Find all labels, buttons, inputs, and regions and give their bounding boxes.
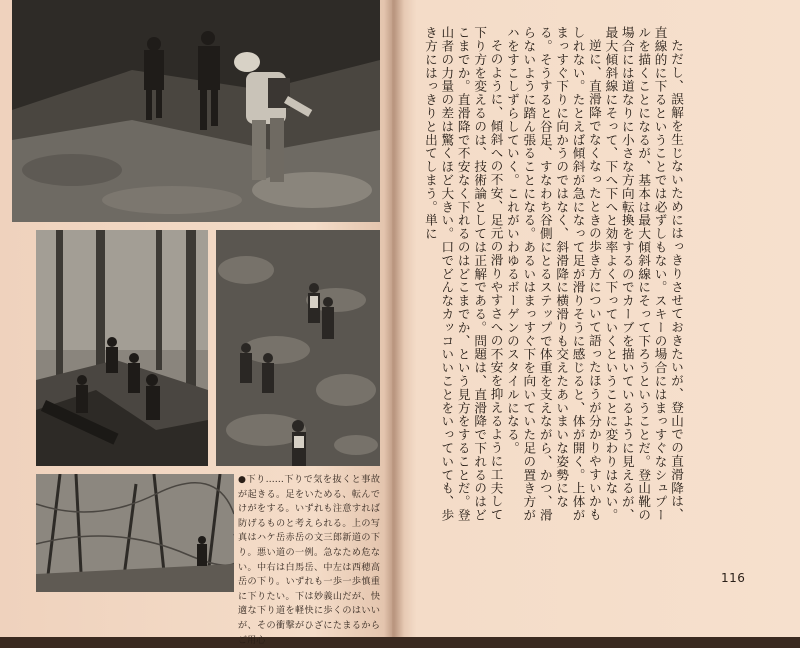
body-paragraph: ただし、誤解を生じないためにはっきりさせておきたいが、登山での直滑降は、直線的に下るということでは必ずしもない。スキーの場合にはまっすぐなシュプールを描くことになるが、基本は最大傾斜線にそって下ろうということだ。登山靴の場合には道なりに小さな方向転換をするのでカーブを描いているように見えるが、最大傾斜線にそって、下へ下へと効率よく下っていくということに変わりはない。 [603, 26, 684, 522]
photo-caption: ●下り……下りで気を抜くと事故が起きる。足をいためる、転んでけがをする。いずれも注意すれば防げるものと考えられる。上の写真はハケ岳赤岳の文三郎新道の下り。悪い道の一例。急なため危ない。中右は白馬岳、中左は西穂高岳の下り。いずれも一歩一歩慎重に下りたい。下は妙義山だが、快適な下り道を軽快に歩くのはいいが、その衝撃がひざにたまるからご用心 [238, 475, 380, 646]
photo-rocky-slope-climbers [216, 230, 380, 466]
body-paragraph: そのように、傾斜への不安、足元の滑りやすさへの不安を抑えるように工夫して下り方を変えるのは、技術論としては正解である。問題は、直滑降で下れるのはどこまでか。直滑降で不安なく下れるのはどこまでか、という見方をすることだ。登山者の力量の差は驚くほど大きい。口でどんなカッコいいことをいっていても、歩き方にはっきりと出てしまう。単に [422, 26, 504, 522]
book-gutter [384, 0, 404, 637]
body-text-vertical [422, 26, 684, 534]
page-number: 116 [721, 571, 746, 585]
photo-woodland-trail-hiker [36, 474, 234, 592]
photo-climbers-descending-rocky-trail [12, 0, 380, 222]
body-paragraph: 逆に、直滑降でなくなったときの歩き方について語ったほうが分かりやすいかもしれない。たとえば傾斜が急になって足が滑りそうに感じると、体が開く。上体がまっすぐ下りに向かうのではなく、斜滑降に横滑りも交えたあいまいな姿勢になる。そうすると谷足、すなわち谷側にとるステップで体重を支えながら、かつ、滑らないように踏ん張ることになる。あるいはまっすぐ下を向いていた足の置き方がハをすこしずらしていく。これがいわゆるボーゲンのスタイルになる。 [504, 26, 602, 522]
photo-forest-descent-group [36, 230, 208, 466]
left-page [0, 0, 392, 646]
